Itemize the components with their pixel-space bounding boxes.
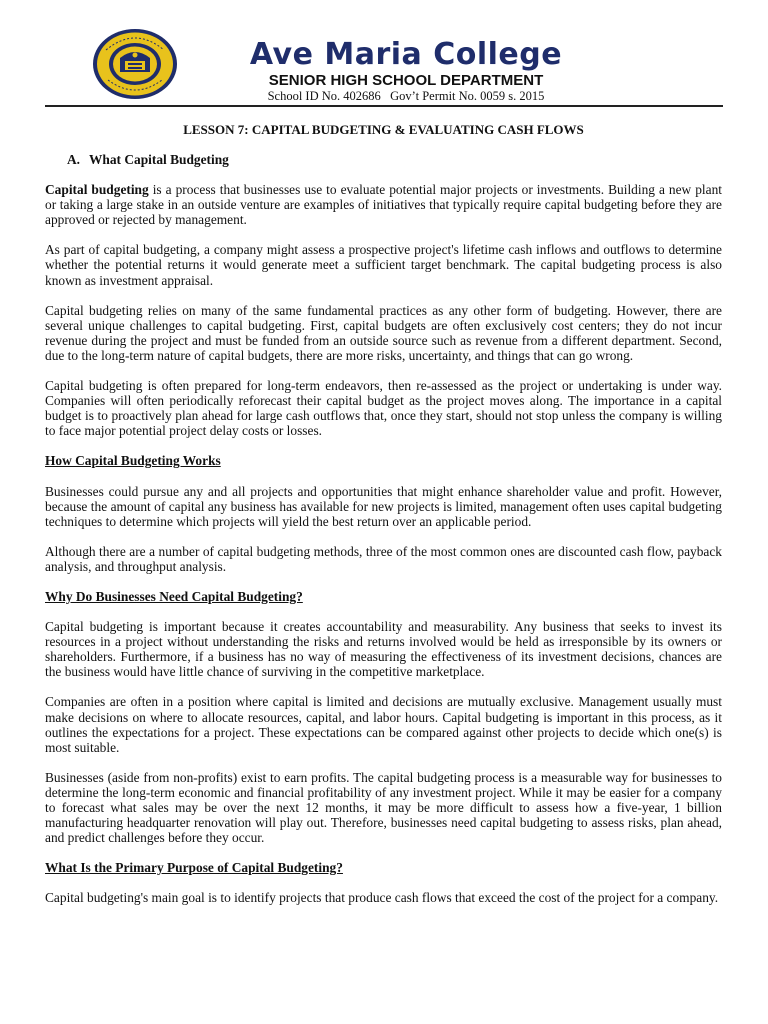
college-name: Ave Maria College: [249, 37, 563, 72]
paragraph: Businesses (aside from non-profits) exist to earn profits. The capital budgeting process is a measurable way for businesses to determine the long-term economic and financial profitability of any investment project. While it may be easier for a company to forecast what sales may be over the next 12 months, it may be more difficult to assess how a five-year, 1 billion manufacturing headquarter renovation will play out. Therefore, businesses need capital budgeting to assess risks, plan ahead, and predict challenges before they occur.: [45, 769, 722, 846]
paragraph: Companies are often in a position where capital is limited and decisions are mutually exclusive. Management usually must make decisions on where to allocate resources, capital, and labor hours. Capital budgeting is important in this process, as it outlines the expectations for a project. These expectations can be compared against other projects to decide which one(s) is most suitable.: [45, 694, 722, 755]
paragraph-text: is a process that businesses use to evaluate potential major projects or investments. Building a new plant or taking a large stake in an outside venture are examples of initiatives that typically require capital budgeting before they are approved or rejected by management.: [45, 182, 722, 228]
paragraph: As part of capital budgeting, a company might assess a prospective project's lifetime cash inflows and outflows to determine whether the potential returns it would generate meet a sufficient target benchmark. The capital budgeting process is also known as investment appraisal.: [45, 242, 722, 288]
section-number: A.: [67, 152, 81, 167]
department-name: SENIOR HIGH SCHOOL DEPARTMENT: [268, 72, 544, 89]
subheading: What Is the Primary Purpose of Capital Budgeting?: [45, 860, 343, 876]
lesson-body: [45, 122, 722, 905]
letterhead: [0, 0, 768, 108]
paragraph: Capital budgeting's main goal is to identify projects that produce cash flows that exceed the cost of the project for a company.: [45, 890, 719, 906]
subheading: Why Do Businesses Need Capital Budgeting?: [45, 588, 303, 604]
section-title: What Capital Budgeting: [89, 152, 229, 167]
school-seal-icon: [92, 28, 178, 100]
section-a-heading: [67, 152, 722, 167]
govt-permit: Gov’t Permit No. 0059 s. 2015: [390, 89, 545, 103]
paragraph: Capital budgeting relies on many of the same fundamental practices as any other form of budgeting. However, there are several unique challenges to capital budgeting. First, capital budgets are often exclusively cost centers; they do not incur revenue during the project and must be funded from an outside source such as revenue from a different department. Second, due to the long-term nature of capital budgets, there are more risks, uncertainty, and things that can go wrong.: [45, 302, 722, 363]
paragraph: Capital budgeting is important because it creates accountability and measurability. Any business that seeks to invest its resources in a project without understanding the risks and returns involved would be held as irresponsible by its owners or shareholders. Furthermore, if a business has no way of measuring the effectiveness of its investment decisions, chances are the business would have little chance of surviving in the competitive marketplace.: [45, 619, 722, 680]
subheading: How Capital Budgeting Works: [45, 453, 221, 469]
paragraph: Businesses could pursue any and all projects and opportunities that might enhance shareholder value and profit. However, because the amount of capital any business has available for new projects is limited, management often uses capital budgeting techniques to determine which projects will yield the best return over an applicable period.: [45, 483, 722, 529]
paragraph: Capital budgeting is often prepared for long-term endeavors, then re-assessed as the project or undertaking is under way. Companies will often periodically reforecast their capital budget as the project moves along. The importance in a capital budget is to proactively plan ahead for large cash outflows that, once they start, should not stop unless the company is willing to face major potential project delay costs or losses.: [45, 378, 722, 439]
school-identifiers: [200, 89, 612, 104]
header-divider: [45, 105, 723, 107]
school-id: School ID No. 402686: [267, 89, 381, 103]
lesson-title: LESSON 7: CAPITAL BUDGETING & EVALUATING CASH FLOWS: [183, 122, 584, 137]
paragraph: Although there are a number of capital budgeting methods, three of the most common ones are discounted cash flow, payback analysis, and throughput analysis.: [45, 543, 722, 574]
term-bold: Capital budgeting: [45, 182, 149, 198]
paragraph: [45, 182, 722, 227]
